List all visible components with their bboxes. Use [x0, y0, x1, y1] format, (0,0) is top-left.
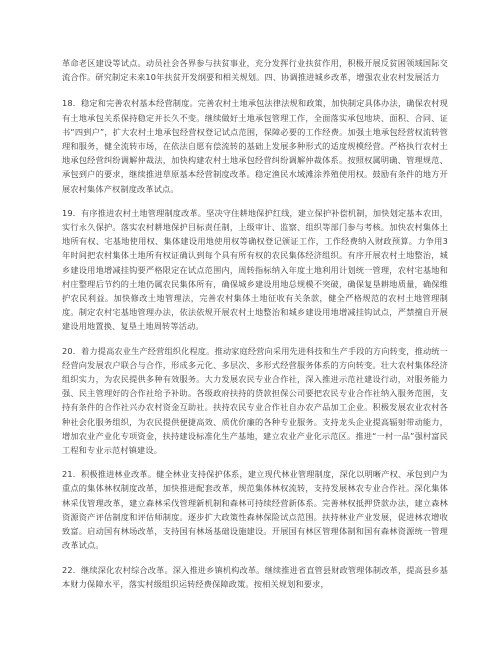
- paragraph-20: 20．着力提高农业生产经营组织化程度。推动家庭经营向采用先进科技和生产手段的方向转变，推动统一经营向发展农户联合与合作，形成多元化、多层次、多形式经营服务体系的方向转变。壮大农村集体经济组织实力，为农民提供多种有效服务。大力发展农民专业合作社，深入推进示范社建设行动，对服务能力强、民主管理好的合作社给予补助。各级政府扶持的贷款担保公司要把农民专业合作社纳入服务范围，支持有条件的合作社兴办农村资金互助社。扶持农民专业合作社自办农产品加工企业。积极发展农业农村各种社会化服务组织，为农民提供便捷高效、质优价廉的各种专业服务。支持龙头企业提高辐射带动能力，增加农业产业化专项资金，扶持建设标准化生产基地，建立农业产业化示范区。推进“一村一品”强村富民工程和专业示范村镇建设。: [62, 345, 448, 456]
- paragraph-19: 19．有序推进农村土地管理制度改革。坚决守住耕地保护红线，建立保护补偿机制，加快划定基本农田，实行永久保护。落实农村耕地保护目标责任制，上级审计、监察、组织等部门参与考核。加快农村集体土地所有权、宅基地使用权、集体建设用地使用权等确权登记颁证工作，工作经费纳入财政预算。力争用3年时间把农村集体土地所有权证确认到每个具有所有权的农民集体经济组织。有序开展农村土地整治，城乡建设用地增减挂钩要严格限定在试点范围内，周转指标纳入年度土地利用计划统一管理，农村宅基地和村庄整理后节约的土地仍属农民集体所有，确保城乡建设用地总规模不突破，确保复垦耕地质量，确保维护农民利益。加快修改土地管理法，完善农村集体土地征收有关条款，健全严格规范的农村土地管理制度。制定农村宅基地管理办法，依法依规开展农村土地整治和城乡建设用地增减挂钩试点，严禁擅自开展建设用地置换、复垦土地周转等活动。: [62, 207, 448, 332]
- paragraph-21: 21．积极推进林业改革。健全林业支持保护体系，建立现代林业管理制度，深化以明晰产权、承包到户为重点的集体林权制度改革，加快推进配套改革，规范集体林权流转，支持发展林农专业合作社。深化集体林采伐管理改革，建立森林采伐管理新机制和森林可持续经营新体系。完善林权抵押贷款办法，建立森林资源资产评估制度和评估师制度。逐步扩大政策性森林保险试点范围。扶持林业产业发展，促进林农增收致富。启动国有林场改革，支持国有林场基础设施建设。开展国有林区管理体制和国有森林资源统一管理改革试点。: [62, 469, 448, 551]
- paragraph-18: 18．稳定和完善农村基本经营制度。完善农村土地承包法律法规和政策，加快制定具体办法，确保农村现有土地承包关系保持稳定并长久不变。继续做好土地承包管理工作，全面落实承包地块、面积、合同、证书“四到户”，扩大农村土地承包经营权登记试点范围，保障必要的工作经费。加强土地承包经营权流转管理和服务，健全流转市场，在依法自愿有偿流转的基础上发展多种形式的适度规模经营。严格执行农村土地承包经营纠纷调解仲裁法，加快构建农村土地承包经营纠纷调解仲裁体系。按照权属明确、管理规范、承包到户的要求，继续推进草原基本经营制度改革。稳定渔民水域滩涂养殖使用权。鼓励有条件的地方开展农村集体产权制度改革试点。: [62, 98, 448, 194]
- paragraph-22: 22．继续深化农村综合改革。深入推进乡镇机构改革。继续推进省直管县财政管理体制改革，提高县乡基本财力保障水平，落实村级组织运转经费保障政策。按相关规划和要求，: [62, 564, 448, 589]
- paragraph-intro: 革命老区建设等试点。动员社会各界参与扶贫事业，充分发挥行业扶贫作用，积极开展反贫困领域国际交流合作。研究制定未来10年扶贫开发纲要和相关规划。四、协调推进城乡改革，增强农业农村发展活力: [62, 58, 448, 83]
